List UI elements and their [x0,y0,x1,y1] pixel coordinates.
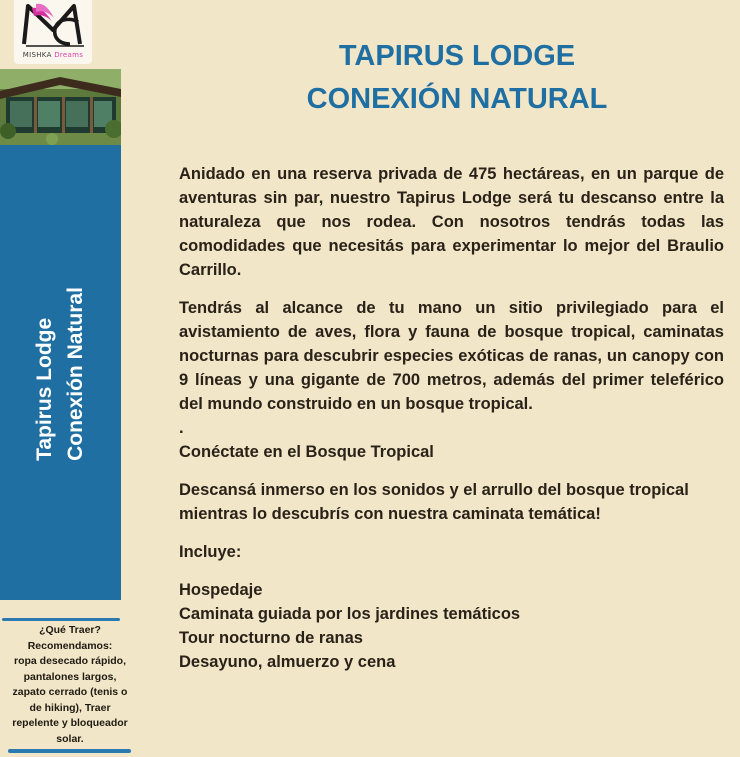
bring-line: ¿Qué Traer? [39,624,101,636]
logo-brand-accent: Dreams [54,51,84,59]
bring-line: de hiking), Traer [29,701,111,714]
logo-brand: MISHKA [22,51,52,59]
main-content [179,162,724,688]
list-item: Tour nocturno de ranas [179,629,363,647]
bring-line: ropa desecado rápido, [13,655,127,667]
list-item: Caminata guiada por los jardines temáticos [179,605,521,623]
bring-divider-bottom [8,749,131,753]
title-line1: TAPIRUS LODGE [338,40,576,72]
intro-paragraph: Anidado en una reserva privada de 475 hectáreas, en un parque de aventuras sin par, nuestro Tapirus Lodge será tu descanso entre la naturaleza que nos rodea. Con nosotros tendrás todas las comodidades que necesitás para experimentar lo mejor del Braulio Carrillo. [179,165,724,279]
vertical-title-line1: Tapirus Lodge [33,317,56,461]
bring-line: Recomendamos: [27,639,113,652]
logo-wordmark [14,51,92,59]
lodge-photo [0,69,121,145]
separator-dot: . [179,419,184,437]
bring-divider-top [2,618,120,621]
list-item: Hospedaje [179,581,263,599]
mishka-logo-icon [18,0,88,50]
bring-line: solar. [56,732,84,745]
title-line2: CONEXIÓN NATURAL [306,83,608,115]
bring-line: zapato cerrado (tenis o [12,686,128,698]
bring-line: pantalones largos, [23,670,117,683]
brand-logo [14,0,92,64]
vertical-title-line2: Conexión Natural [64,287,87,461]
what-to-bring-box [0,623,140,747]
section-subheading: Conéctate en el Bosque Tropical [179,443,434,461]
tour-paragraph: Descansá inmerso en los sonidos y el arrullo del bosque tropical mientras lo descubrís con nuestra caminata temática! [179,481,689,523]
activities-paragraph: Tendrás al alcance de tu mano un sitio privilegiado para el avistamiento de aves, flora y fauna de bosque tropical, caminatas nocturnas para descubrir especies exóticas de ranas, un canopy con 9 líneas y una gigante de 700 metros, además del primer teleférico del mundo construido en un bosque tropical. [179,299,724,413]
bring-line: repelente y bloqueador [12,717,128,729]
includes-label: Incluye: [179,543,242,561]
page-title [172,35,740,121]
includes-list [179,578,724,674]
list-item: Desayuno, almuerzo y cena [179,653,396,671]
vertical-title [29,287,91,461]
